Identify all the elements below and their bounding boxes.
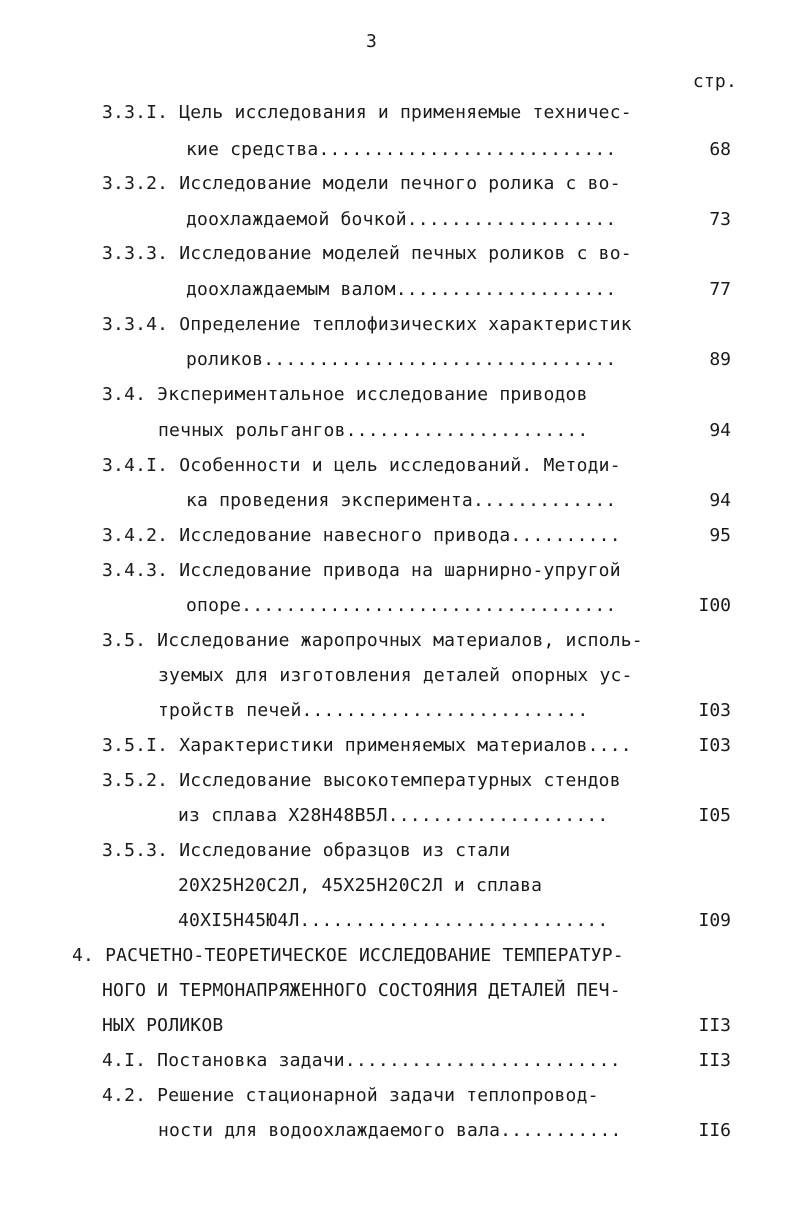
toc-page-ref: I09 [698,910,731,931]
toc-page-ref: I00 [698,595,731,616]
toc-entry-line: 20Х25Н20С2Л, 45Х25Н20С2Л и сплава [178,875,543,896]
toc-page-ref: I03 [698,700,731,721]
toc-entry-line: печных рольгангов...................... [158,420,589,441]
toc-page-ref: I03 [698,735,731,756]
toc-entry-line: опоре.................................. [186,595,617,616]
toc-entry-line: из сплава Х28Н48В5Л.................... [178,805,609,826]
toc-entry-line: 4. РАСЧЕТНО-ТЕОРЕТИЧЕСКОЕ ИССЛЕДОВАНИЕ ТЕМПЕРАТУР- [72,945,624,966]
toc-entry-line: 40ХI5Н45Ю4Л............................ [178,910,609,931]
toc-page-ref: 89 [709,349,731,370]
toc-entry-line: 3.5. Исследование жаропрочных материалов, исполь- [102,630,643,651]
toc-entry-line: НОГО И ТЕРМОНАПРЯЖЕННОГО СОСТОЯНИЯ ДЕТАЛЕЙ ПЕЧ- [102,980,621,1001]
toc-entry-line: тройств печей.......................... [158,700,589,721]
toc-entry-line: кие средства........................... [186,139,617,160]
toc-entry-line: доохлаждаемым валом.................... [186,279,617,300]
toc-entry-line: 3.4. Экспериментальное исследование приводов [102,384,588,405]
toc-entry-line: 3.3.I. Цель исследования и применяемые техничес- [102,102,632,123]
toc-entry-line: 4.2. Решение стационарной задачи теплопровод- [102,1085,599,1106]
toc-entry-line: 3.5.3. Исследование образцов из стали [102,840,511,861]
toc-entry-line: 3.4.I. Особенности и цель исследований. Методи- [102,455,621,476]
toc-entry-line: роликов................................ [186,349,617,370]
toc-entry-line: доохлаждаемой бочкой................... [186,209,617,230]
toc-page-ref: II3 [698,1050,731,1071]
toc-entry-line: зуемых для изготовления деталей опорных ус- [158,665,633,686]
toc-page-ref: 95 [709,525,731,546]
toc-page-ref: 77 [709,279,731,300]
toc-entry-line: НЫХ РОЛИКОВ [102,1015,224,1036]
toc-entry-line: 3.3.4. Определение теплофизических характеристик [102,314,632,335]
toc-page-ref: 68 [709,139,731,160]
toc-entry-line: 3.5.2. Исследование высокотемпературных стендов [102,770,621,791]
toc-entry-line: 3.4.2. Исследование навесного привода.......... [102,525,621,546]
toc-page-ref: II3 [698,1015,731,1036]
toc-entry-line: 3.3.3. Исследование моделей печных роликов с во- [102,243,632,264]
toc-entry-line: ка проведения эксперимента............. [186,490,617,511]
toc-entry-line: 3.5.I. Характеристики применяемых материалов.... [102,735,632,756]
toc-page-ref: 73 [709,209,731,230]
page-column-header: стр. [692,71,737,92]
toc-page-ref: II6 [698,1120,731,1141]
toc-page-ref: 94 [709,490,731,511]
toc-entry-line: 3.3.2. Исследование модели печного ролика с во- [102,173,621,194]
toc-entry-line: ности для водоохлаждаемого вала........... [158,1120,622,1141]
toc-page-ref: 94 [709,420,731,441]
toc-entry-line: 4.I. Постановка задачи......................... [102,1050,621,1071]
toc-page-ref: I05 [698,805,731,826]
toc-entry-line: 3.4.3. Исследование привода на шарнирно-упругой [102,560,621,581]
page-number: 3 [366,31,378,52]
